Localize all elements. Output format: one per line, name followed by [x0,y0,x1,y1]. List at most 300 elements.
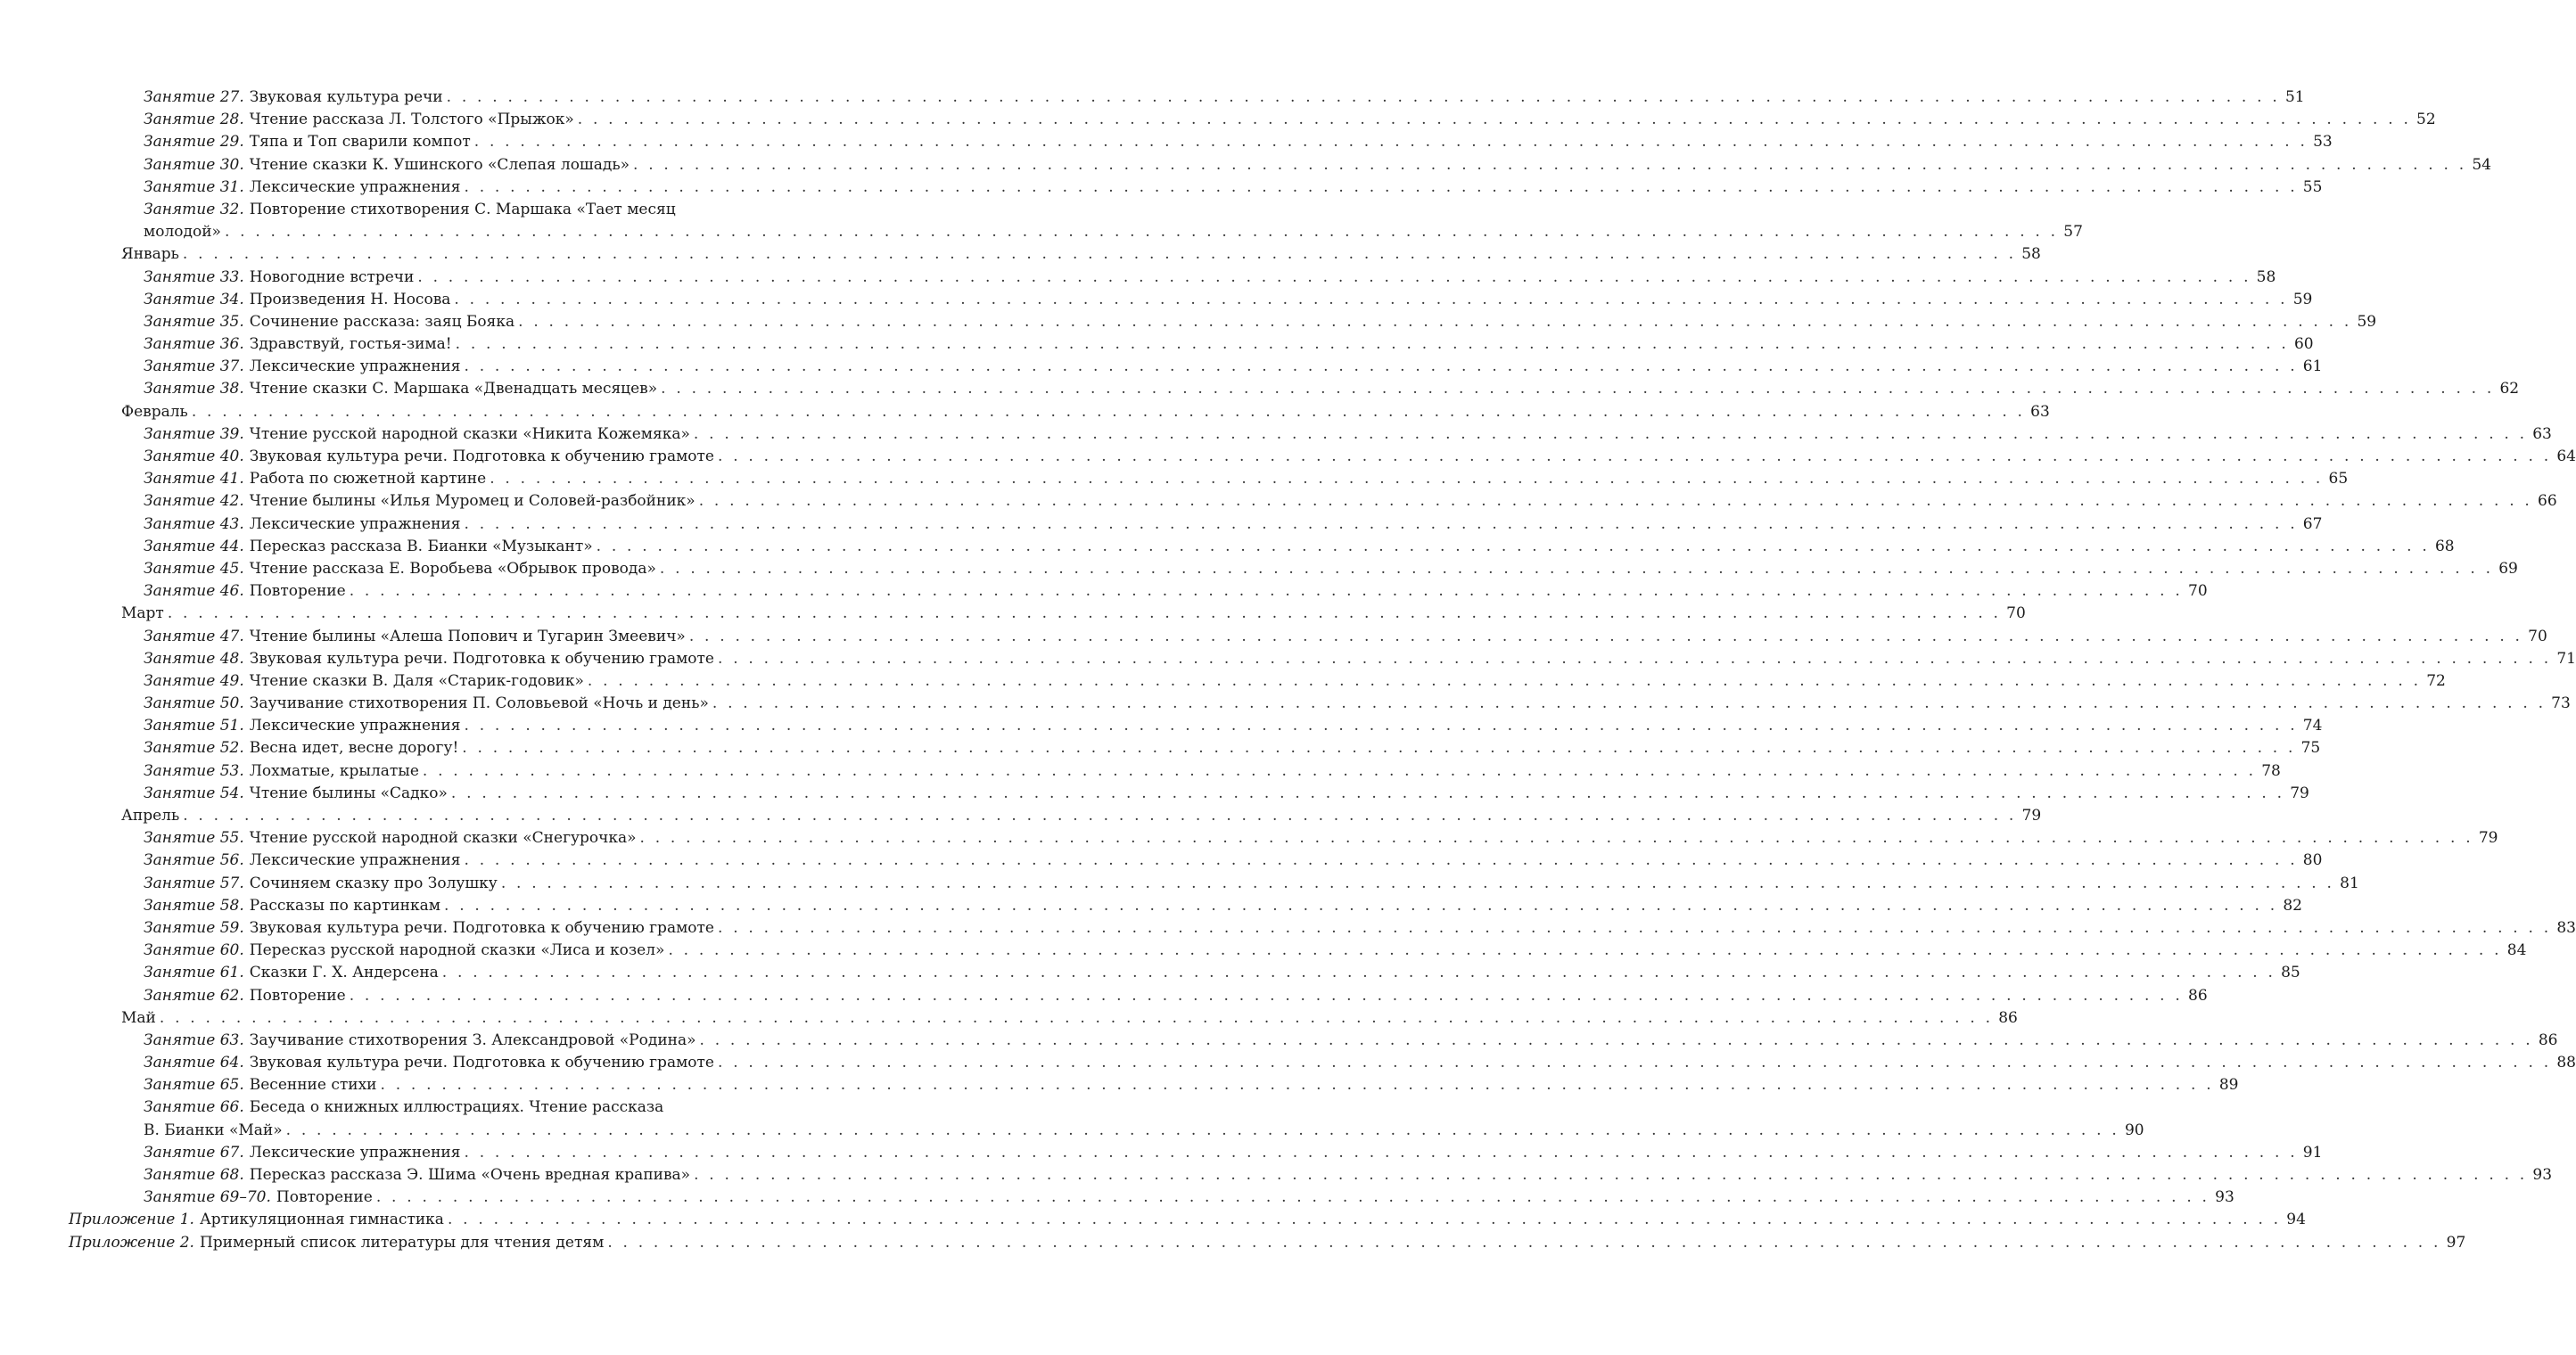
toc-leader-dots: . . . . . . . . . . . . . . . . . . . . . . . . . . . . . . . . . . . . . . . . . . . . . . . . . . . . . . . . . . . . . . . . . . . . . . . . . . . . . . . . . . . . . . . . . . . . . . . . . . . . . . . . . . . . . . . . . . . . . . . . [694,1166,2528,1184]
toc-entry-title: Примерный список литературы для чтения детям [199,1233,605,1252]
toc-leader-dots: . . . . . . . . . . . . . . . . . . . . . . . . . . . . . . . . . . . . . . . . . . . . . . . . . . . . . . . . . . . . . . . . . . . . . . . . . . . . . . . . . . . . . . . . . . . . . . . . . . . . . . . . . . . . . . . . . . . . . . . . [417,267,2251,286]
toc-section-row [0,1007,2018,1030]
toc-page-number: 83 [2556,918,2576,937]
toc-entry-title: Звуковая культура речи. Подготовка к обучению грамоте [249,448,714,465]
toc-page-number: 93 [2532,1166,2553,1184]
toc-entry-title: Чтение сказки С. Маршака «Двенадцать месяцев» [249,380,658,398]
toc-leader-dots: . . . . . . . . . . . . . . . . . . . . . . . . . . . . . . . . . . . . . . . . . . . . . . . . . . . . . . . . . . . . . . . . . . . . . . . . . . . . . . . . . . . . . . . . . . . . . . . . . . . . . . . . . . . . . . . . . . . . . . . . [464,1143,2298,1162]
toc-entry [144,1120,2144,1142]
toc-entry-title: Лексические упражнения [249,514,461,533]
toc-entry-title: Звуковая культура речи [249,88,443,106]
toc-page-number: 67 [2302,514,2323,533]
toc-entry-label: Занятие 33. [144,267,244,286]
toc-entry [144,648,2576,670]
toc-page-number: 71 [2556,649,2576,668]
toc-entry [144,850,2323,872]
toc-entry [144,1030,2558,1052]
toc-entry-label: Занятие 46. [144,582,244,601]
toc-row [0,177,2323,199]
toc-page-number: 51 [2284,88,2305,106]
toc-row [0,873,2359,895]
toc-entry [121,603,2026,625]
toc-entry-label: Занятие 37. [144,357,244,376]
toc-row [0,311,2377,333]
toc-entry-label: Занятие 58. [144,896,244,915]
toc-row [0,86,2305,109]
toc-entry-title: молодой» [144,223,221,242]
toc-entry [121,401,2050,423]
toc-leader-dots: . . . . . . . . . . . . . . . . . . . . . . . . . . . . . . . . . . . . . . . . . . . . . . . . . . . . . . . . . . . . . . . . . . . . . . . . . . . . . . . . . . . . . . . . . . . . . . . . . . . . . . . . . . . . . . . . . . . . . . . . [718,649,2552,668]
toc-leader-dots: . . . . . . . . . . . . . . . . . . . . . . . . . . . . . . . . . . . . . . . . . . . . . . . . . . . . . . . . . . . . . . . . . . . . . . . . . . . . . . . . . . . . . . . . . . . . . . . . . . . . . . . . . . . . . . . . . . . . . . . . [464,717,2298,735]
toc-leader-dots: . . . . . . . . . . . . . . . . . . . . . . . . . . . . . . . . . . . . . . . . . . . . . . . . . . . . . . . . . . . . . . . . . . . . . . . . . . . . . . . . . . . . . . . . . . . . . . . . . . . . . . . . . . . . . . . . . . . . . . . . [441,964,2276,982]
toc-entry-label: Занятие 44. [144,537,244,555]
toc-entry [144,468,2349,490]
toc-row [0,626,2547,648]
toc-page-number: 68 [2434,537,2455,555]
toc-entry-title: В. Бианки «Май» [144,1121,283,1139]
toc-page-number: 97 [2446,1233,2466,1252]
table-of-contents [0,86,2576,1254]
toc-entry-label: Занятие 45. [144,559,244,578]
toc-leader-dots: . . . . . . . . . . . . . . . . . . . . . . . . . . . . . . . . . . . . . . . . . . . . . . . . . . . . . . . . . . . . . . . . . . . . . . . . . . . . . . . . . . . . . . . . . . . . . . . . . . . . . . . . . . . . . . . . . . . . . . . . [577,111,2412,129]
toc-entry-title: Лексические упражнения [249,1143,461,1162]
toc-entry-label: Занятие 64. [144,1054,244,1072]
toc-entry-label: Занятие 61. [144,964,244,982]
toc-row [0,580,2208,603]
toc-row [0,289,2313,311]
toc-entry [121,1007,2018,1030]
toc-page-number: 52 [2416,111,2436,129]
toc-entry [144,513,2323,536]
toc-entry-label: Занятие 66. [144,1098,244,1117]
toc-entry-label: Занятие 65. [144,1076,244,1095]
toc-page-number: 79 [2478,829,2498,848]
toc-entry [69,1232,2466,1254]
toc-leader-dots: . . . . . . . . . . . . . . . . . . . . . . . . . . . . . . . . . . . . . . . . . . . . . . . . . . . . . . . . . . . . . . . . . . . . . . . . . . . . . . . . . . . . . . . . . . . . . . . . . . . . . . . . . . . . . . . . . . . . . . . . [699,1031,2533,1049]
toc-leader-dots: . . . . . . . . . . . . . . . . . . . . . . . . . . . . . . . . . . . . . . . . . . . . . . . . . . . . . . . . . . . . . . . . . . . . . . . . . . . . . . . . . . . . . . . . . . . . . . . . . . . . . . . . . . . . . . . . . . . . . . . . [380,1076,2214,1095]
toc-appendix-row [0,1209,2306,1231]
toc-leader-dots: . . . . . . . . . . . . . . . . . . . . . . . . . . . . . . . . . . . . . . . . . . . . . . . . . . . . . . . . . . . . . . . . . . . . . . . . . . . . . . . . . . . . . . . . . . . . . . . . . . . . . . . . . . . . . . . . . . . . . . . . [444,896,2278,915]
toc-leader-dots: . . . . . . . . . . . . . . . . . . . . . . . . . . . . . . . . . . . . . . . . . . . . . . . . . . . . . . . . . . . . . . . . . . . . . . . . . . . . . . . . . . . . . . . . . . . . . . . . . . . . . . . . . . . . . . . . . . . . . . . . [693,424,2528,443]
toc-leader-dots: . . . . . . . . . . . . . . . . . . . . . . . . . . . . . . . . . . . . . . . . . . . . . . . . . . . . . . . . . . . . . . . . . . . . . . . . . . . . . . . . . . . . . . . . . . . . . . . . . . . . . . . . . . . . . . . . . . . . . . . . [464,177,2298,196]
toc-entry [144,356,2323,378]
toc-entry-title: Повторение стихотворения С. Маршака «Тает месяц [249,200,676,218]
toc-leader-dots: . . . . . . . . . . . . . . . . . . . . . . . . . . . . . . . . . . . . . . . . . . . . . . . . . . . . . . . . . . . . . . . . . . . . . . . . . . . . . . . . . . . . . . . . . . . . . . . . . . . . . . . . . . . . . . . . . . . . . . . . [183,807,2017,825]
toc-entry [144,86,2305,109]
toc-page-number: 53 [2313,133,2333,152]
toc-entry-title: Чтение сказки К. Ушинского «Слепая лошадь» [249,155,630,174]
toc-page-number: 55 [2302,177,2323,196]
toc-page-number: 66 [2538,492,2557,511]
toc-entry-title: Звуковая культура речи. Подготовка к обучению грамоте [249,1054,714,1072]
toc-page-number: 86 [1998,1008,2018,1027]
toc-leader-dots: . . . . . . . . . . . . . . . . . . . . . . . . . . . . . . . . . . . . . . . . . . . . . . . . . . . . . . . . . . . . . . . . . . . . . . . . . . . . . . . . . . . . . . . . . . . . . . . . . . . . . . . . . . . . . . . . . . . . . . . . [464,851,2298,870]
toc-row [0,962,2300,984]
toc-entry-label: Занятие 59. [144,918,244,937]
toc-leader-dots: . . . . . . . . . . . . . . . . . . . . . . . . . . . . . . . . . . . . . . . . . . . . . . . . . . . . . . . . . . . . . . . . . . . . . . . . . . . . . . . . . . . . . . . . . . . . . . . . . . . . . . . . . . . . . . . . . . . . . . . . [464,357,2298,376]
toc-entry-title: Чтение русской народной сказки «Снегурочка» [249,829,637,848]
toc-row [0,737,2321,760]
toc-page-number: 59 [2357,312,2377,331]
toc-leader-dots: . . . . . . . . . . . . . . . . . . . . . . . . . . . . . . . . . . . . . . . . . . . . . . . . . . . . . . . . . . . . . . . . . . . . . . . . . . . . . . . . . . . . . . . . . . . . . . . . . . . . . . . . . . . . . . . . . . . . . . . . [422,761,2257,780]
toc-entry-label: Занятие 47. [144,627,244,645]
toc-leader-dots: . . . . . . . . . . . . . . . . . . . . . . . . . . . . . . . . . . . . . . . . . . . . . . . . . . . . . . . . . . . . . . . . . . . . . . . . . . . . . . . . . . . . . . . . . . . . . . . . . . . . . . . . . . . . . . . . . . . . . . . . [349,986,2183,1005]
toc-entry-label: Занятие 63. [144,1031,244,1049]
toc-page-number: 62 [2499,380,2520,398]
toc-row [0,648,2576,670]
toc-section-row [0,401,2050,423]
toc-entry-title: Произведения Н. Носова [249,290,451,308]
toc-entry-label: Занятие 68. [144,1166,244,1184]
toc-entry-title: Повторение [249,582,346,601]
toc-entry [144,580,2208,603]
toc-entry-label: Занятие 31. [144,177,244,196]
toc-entry-title: Звуковая культура речи. Подготовка к обучению грамоте [249,918,714,937]
toc-row [0,333,2314,356]
toc-page-number: 86 [2188,986,2208,1005]
toc-entry-label: Занятие 30. [144,155,244,174]
toc-leader-dots: . . . . . . . . . . . . . . . . . . . . . . . . . . . . . . . . . . . . . . . . . . . . . . . . . . . . . . . . . . . . . . . . . . . . . . . . . . . . . . . . . . . . . . . . . . . . . . . . . . . . . . . . . . . . . . . . . . . . . . . . [661,380,2495,398]
toc-entry [144,199,676,221]
toc-row [0,356,2323,378]
toc-entry [144,378,2520,400]
toc-entry-title: Беседа о книжных иллюстрациях. Чтение рассказа [249,1098,664,1117]
toc-entry [144,177,2323,199]
toc-page-number: 80 [2302,851,2323,870]
toc-entry [144,670,2446,693]
toc-row [0,154,2491,177]
toc-row [0,558,2518,580]
toc-entry [144,715,2323,737]
toc-page-number: 93 [2215,1188,2234,1207]
toc-entry-title: Сочинение рассказа: заяц Бояка [249,312,515,331]
toc-entry-label: Занятие 69–70. [144,1188,271,1207]
toc-entry [144,737,2321,760]
toc-entry-title: Сказки Г. Х. Андерсена [249,964,439,982]
toc-entry-title: Май [121,1008,156,1027]
toc-leader-dots: . . . . . . . . . . . . . . . . . . . . . . . . . . . . . . . . . . . . . . . . . . . . . . . . . . . . . . . . . . . . . . . . . . . . . . . . . . . . . . . . . . . . . . . . . . . . . . . . . . . . . . . . . . . . . . . . . . . . . . . . [659,559,2494,578]
toc-appendix-row [0,1232,2466,1254]
toc-entry-label: Занятие 62. [144,986,244,1005]
toc-page-number: 74 [2302,717,2323,735]
toc-leader-dots: . . . . . . . . . . . . . . . . . . . . . . . . . . . . . . . . . . . . . . . . . . . . . . . . . . . . . . . . . . . . . . . . . . . . . . . . . . . . . . . . . . . . . . . . . . . . . . . . . . . . . . . . . . . . . . . . . . . . . . . . [167,604,2002,623]
toc-entry-label: Занятие 51. [144,717,244,735]
toc-entry-title: Работа по сюжетной картине [249,470,487,489]
toc-entry [144,154,2491,177]
toc-page-number: 81 [2340,874,2359,892]
toc-entry [144,940,2527,962]
toc-entry-label: Занятие 60. [144,941,244,960]
toc-entry-title: Чтение русской народной сказки «Никита Кожемяка» [249,424,690,443]
toc-leader-dots: . . . . . . . . . . . . . . . . . . . . . . . . . . . . . . . . . . . . . . . . . . . . . . . . . . . . . . . . . . . . . . . . . . . . . . . . . . . . . . . . . . . . . . . . . . . . . . . . . . . . . . . . . . . . . . . . . . . . . . . . [596,537,2430,555]
toc-section-row [0,603,2026,625]
toc-entry [144,827,2498,850]
toc-entry [121,805,2042,827]
toc-page-number: 54 [2472,155,2491,174]
toc-entry-label: Занятие 32. [144,200,244,218]
toc-entry-label: Занятие 43. [144,514,244,533]
toc-entry [144,693,2571,715]
toc-page-number: 60 [2293,335,2314,354]
toc-entry-title: Лексические упражнения [249,177,461,196]
toc-leader-dots: . . . . . . . . . . . . . . . . . . . . . . . . . . . . . . . . . . . . . . . . . . . . . . . . . . . . . . . . . . . . . . . . . . . . . . . . . . . . . . . . . . . . . . . . . . . . . . . . . . . . . . . . . . . . . . . . . . . . . . . . [633,155,2467,174]
toc-entry [144,1187,2234,1209]
toc-entry-label: Занятие 38. [144,380,244,398]
toc-entry-title: Март [121,604,164,623]
toc-entry [144,536,2455,558]
toc-row [0,513,2323,536]
toc-page-number: 89 [2218,1076,2239,1095]
toc-entry [144,289,2313,311]
toc-entry [144,333,2314,356]
toc-entry-label: Занятие 55. [144,829,244,848]
toc-entry-label: Занятие 67. [144,1143,244,1162]
toc-page-number: 70 [2188,582,2208,601]
toc-entry [144,423,2552,446]
toc-leader-dots: . . . . . . . . . . . . . . . . . . . . . . . . . . . . . . . . . . . . . . . . . . . . . . . . . . . . . . . . . . . . . . . . . . . . . . . . . . . . . . . . . . . . . . . . . . . . . . . . . . . . . . . . . . . . . . . . . . . . . . . . [639,829,2473,848]
toc-page-number: 70 [2528,627,2547,645]
toc-leader-dots: . . . . . . . . . . . . . . . . . . . . . . . . . . . . . . . . . . . . . . . . . . . . . . . . . . . . . . . . . . . . . . . . . . . . . . . . . . . . . . . . . . . . . . . . . . . . . . . . . . . . . . . . . . . . . . . . . . . . . . . . [349,582,2183,601]
toc-page-number: 65 [2328,470,2349,489]
toc-entry [144,626,2547,648]
toc-entry-title: Повторение [249,986,346,1005]
toc-row [0,783,2309,805]
toc-page-number: 84 [2506,941,2527,960]
toc-entry [144,985,2208,1007]
toc-entry-title: Чтение рассказа Л. Толстого «Прыжок» [249,111,574,129]
toc-entry [121,243,2041,266]
toc-leader-dots: . . . . . . . . . . . . . . . . . . . . . . . . . . . . . . . . . . . . . . . . . . . . . . . . . . . . . . . . . . . . . . . . . . . . . . . . . . . . . . . . . . . . . . . . . . . . . . . . . . . . . . . . . . . . . . . . . . . . . . . . [607,1233,2441,1252]
toc-page-number: 72 [2426,671,2446,690]
toc-entry-title: Здравствуй, гостья-зима! [249,335,452,354]
toc-row [0,940,2527,962]
toc-leader-dots: . . . . . . . . . . . . . . . . . . . . . . . . . . . . . . . . . . . . . . . . . . . . . . . . . . . . . . . . . . . . . . . . . . . . . . . . . . . . . . . . . . . . . . . . . . . . . . . . . . . . . . . . . . . . . . . . . . . . . . . . [191,402,2026,421]
toc-page-number: 70 [2006,604,2026,623]
toc-row [0,468,2349,490]
toc-entry-title: Февраль [121,402,188,421]
toc-entry-title: Новогодние встречи [249,267,415,286]
toc-entry-title: Апрель [121,807,180,825]
toc-entry [144,558,2518,580]
toc-page-number: 59 [2292,290,2313,308]
toc-entry-title: Артикуляционная гимнастика [199,1211,444,1229]
toc-entry-label: Занятие 42. [144,492,244,511]
toc-row [0,1142,2323,1164]
toc-leader-dots: . . . . . . . . . . . . . . . . . . . . . . . . . . . . . . . . . . . . . . . . . . . . . . . . . . . . . . . . . . . . . . . . . . . . . . . . . . . . . . . . . . . . . . . . . . . . . . . . . . . . . . . . . . . . . . . . . . . . . . . . [464,514,2298,533]
toc-entry-label: Занятие 48. [144,649,244,668]
toc-entry-label: Занятие 34. [144,290,244,308]
toc-leader-dots: . . . . . . . . . . . . . . . . . . . . . . . . . . . . . . . . . . . . . . . . . . . . . . . . . . . . . . . . . . . . . . . . . . . . . . . . . . . . . . . . . . . . . . . . . . . . . . . . . . . . . . . . . . . . . . . . . . . . . . . . [462,739,2296,758]
toc-entry [144,895,2302,917]
toc-page-number: 78 [2261,761,2281,780]
toc-leader-dots: . . . . . . . . . . . . . . . . . . . . . . . . . . . . . . . . . . . . . . . . . . . . . . . . . . . . . . . . . . . . . . . . . . . . . . . . . . . . . . . . . . . . . . . . . . . . . . . . . . . . . . . . . . . . . . . . . . . . . . . . [518,312,2352,331]
toc-entry-title: Чтение рассказа Е. Воробьева «Обрывок провода» [249,559,656,578]
toc-leader-dots: . . . . . . . . . . . . . . . . . . . . . . . . . . . . . . . . . . . . . . . . . . . . . . . . . . . . . . . . . . . . . . . . . . . . . . . . . . . . . . . . . . . . . . . . . . . . . . . . . . . . . . . . . . . . . . . . . . . . . . . . [490,470,2324,489]
toc-page-number: 79 [2021,807,2042,825]
toc-leader-dots: . . . . . . . . . . . . . . . . . . . . . . . . . . . . . . . . . . . . . . . . . . . . . . . . . . . . . . . . . . . . . . . . . . . . . . . . . . . . . . . . . . . . . . . . . . . . . . . . . . . . . . . . . . . . . . . . . . . . . . . . [712,694,2547,713]
toc-entry-label: Занятие 56. [144,851,244,870]
toc-entry-title: Лексические упражнения [249,357,461,376]
toc-leader-dots: . . . . . . . . . . . . . . . . . . . . . . . . . . . . . . . . . . . . . . . . . . . . . . . . . . . . . . . . . . . . . . . . . . . . . . . . . . . . . . . . . . . . . . . . . . . . . . . . . . . . . . . . . . . . . . . . . . . . . . . . [668,941,2502,960]
toc-entry-label: Занятие 41. [144,470,244,489]
toc-row [0,378,2520,400]
toc-leader-dots: . . . . . . . . . . . . . . . . . . . . . . . . . . . . . . . . . . . . . . . . . . . . . . . . . . . . . . . . . . . . . . . . . . . . . . . . . . . . . . . . . . . . . . . . . . . . . . . . . . . . . . . . . . . . . . . . . . . . . . . . [447,1211,2282,1229]
toc-row [0,1187,2234,1209]
toc-entry-title: Пересказ русской народной сказки «Лиса и козел» [249,941,665,960]
toc-entry-label: Занятие 40. [144,448,244,465]
toc-page-number: 58 [2256,267,2276,286]
toc-page-number: 86 [2538,1031,2558,1049]
toc-entry-label: Занятие 27. [144,88,244,106]
toc-entry [144,490,2557,513]
toc-row [0,895,2302,917]
toc-page-number: 58 [2021,245,2041,264]
toc-entry-title: Весна идет, весне дорогу! [249,739,459,758]
toc-entry-label: Занятие 49. [144,671,244,690]
toc-row [0,827,2498,850]
toc-leader-dots: . . . . . . . . . . . . . . . . . . . . . . . . . . . . . . . . . . . . . . . . . . . . . . . . . . . . . . . . . . . . . . . . . . . . . . . . . . . . . . . . . . . . . . . . . . . . . . . . . . . . . . . . . . . . . . . . . . . . . . . . [224,223,2059,242]
toc-row [0,1120,2144,1142]
toc-row [0,267,2276,289]
toc-row [0,1052,2576,1074]
toc-row [0,693,2571,715]
toc-row [0,1074,2239,1096]
toc-entry-label: Занятие 52. [144,739,244,758]
toc-entry-title: Весенние стихи [249,1076,377,1095]
toc-row [0,1096,892,1119]
toc-leader-dots: . . . . . . . . . . . . . . . . . . . . . . . . . . . . . . . . . . . . . . . . . . . . . . . . . . . . . . . . . . . . . . . . . . . . . . . . . . . . . . . . . . . . . . . . . . . . . . . . . . . . . . . . . . . . . . . . . . . . . . . . [698,492,2533,511]
toc-row [0,221,2083,243]
toc-leader-dots: . . . . . . . . . . . . . . . . . . . . . . . . . . . . . . . . . . . . . . . . . . . . . . . . . . . . . . . . . . . . . . . . . . . . . . . . . . . . . . . . . . . . . . . . . . . . . . . . . . . . . . . . . . . . . . . . . . . . . . . . [473,133,2309,152]
toc-entry-label: Занятие 36. [144,335,244,354]
toc-entry-title: Чтение былины «Садко» [249,784,448,802]
toc-entry [144,1074,2239,1096]
toc-page-number: 94 [2286,1211,2306,1229]
toc-entry-label: Занятие 50. [144,694,244,713]
toc-entry [144,446,2576,468]
toc-entry-title: Заучивание стихотворения З. Александровой «Родина» [249,1031,696,1049]
toc-entry-title: Пересказ рассказа В. Бианки «Музыкант» [249,537,593,555]
toc-row [0,850,2323,872]
toc-page-number: 90 [2124,1121,2144,1139]
toc-row [0,670,2446,693]
toc-page-number: 91 [2302,1143,2323,1162]
toc-entry-title: Чтение сказки В. Даля «Старик-годовик» [249,671,584,690]
toc-entry-label: Занятие 29. [144,133,244,152]
toc-page-number: 73 [2551,694,2571,713]
toc-entry [144,962,2300,984]
toc-entry [69,1209,2306,1231]
toc-entry-label: Занятие 57. [144,874,244,892]
toc-entry [144,311,2377,333]
toc-entry [144,131,2333,153]
toc-page-number: 57 [2063,223,2083,242]
toc-row [0,199,892,221]
toc-entry-label: Занятие 39. [144,424,244,443]
toc-leader-dots: . . . . . . . . . . . . . . . . . . . . . . . . . . . . . . . . . . . . . . . . . . . . . . . . . . . . . . . . . . . . . . . . . . . . . . . . . . . . . . . . . . . . . . . . . . . . . . . . . . . . . . . . . . . . . . . . . . . . . . . . [450,784,2285,802]
toc-entry [144,1096,663,1119]
toc-section-row [0,243,2041,266]
toc-entry-title: Звуковая культура речи. Подготовка к обучению грамоте [249,649,714,668]
toc-leader-dots: . . . . . . . . . . . . . . . . . . . . . . . . . . . . . . . . . . . . . . . . . . . . . . . . . . . . . . . . . . . . . . . . . . . . . . . . . . . . . . . . . . . . . . . . . . . . . . . . . . . . . . . . . . . . . . . . . . . . . . . . [159,1008,1994,1027]
toc-row [0,1030,2558,1052]
toc-entry [144,1164,2553,1187]
toc-leader-dots: . . . . . . . . . . . . . . . . . . . . . . . . . . . . . . . . . . . . . . . . . . . . . . . . . . . . . . . . . . . . . . . . . . . . . . . . . . . . . . . . . . . . . . . . . . . . . . . . . . . . . . . . . . . . . . . . . . . . . . . . [688,627,2523,645]
toc-entry-title: Чтение былины «Илья Муромец и Соловей-разбойник» [249,492,695,511]
toc-row [0,917,2576,940]
toc-leader-dots: . . . . . . . . . . . . . . . . . . . . . . . . . . . . . . . . . . . . . . . . . . . . . . . . . . . . . . . . . . . . . . . . . . . . . . . . . . . . . . . . . . . . . . . . . . . . . . . . . . . . . . . . . . . . . . . . . . . . . . . . [718,1054,2552,1072]
toc-page-number: 63 [2532,424,2552,443]
toc-page-number: 64 [2556,448,2576,465]
toc-page-number: 63 [2030,402,2050,421]
toc-entry-title: Сочиняем сказку про Золушку [249,874,498,892]
toc-page-number: 82 [2283,896,2302,915]
toc-page-number: 69 [2498,559,2518,578]
toc-entry-title: Повторение [276,1188,373,1207]
toc-leader-dots: . . . . . . . . . . . . . . . . . . . . . . . . . . . . . . . . . . . . . . . . . . . . . . . . . . . . . . . . . . . . . . . . . . . . . . . . . . . . . . . . . . . . . . . . . . . . . . . . . . . . . . . . . . . . . . . . . . . . . . . . [446,88,2280,106]
toc-entry-label: Занятие 28. [144,111,244,129]
toc-entry [144,783,2309,805]
toc-entry [144,1142,2323,1164]
toc-leader-dots: . . . . . . . . . . . . . . . . . . . . . . . . . . . . . . . . . . . . . . . . . . . . . . . . . . . . . . . . . . . . . . . . . . . . . . . . . . . . . . . . . . . . . . . . . . . . . . . . . . . . . . . . . . . . . . . . . . . . . . . . [454,290,2288,308]
toc-leader-dots: . . . . . . . . . . . . . . . . . . . . . . . . . . . . . . . . . . . . . . . . . . . . . . . . . . . . . . . . . . . . . . . . . . . . . . . . . . . . . . . . . . . . . . . . . . . . . . . . . . . . . . . . . . . . . . . . . . . . . . . . [587,671,2422,690]
toc-entry-label: Занятие 53. [144,761,244,780]
toc-row [0,985,2208,1007]
toc-entry-title: Январь [121,245,179,264]
toc-entry [144,221,2083,243]
toc-leader-dots: . . . . . . . . . . . . . . . . . . . . . . . . . . . . . . . . . . . . . . . . . . . . . . . . . . . . . . . . . . . . . . . . . . . . . . . . . . . . . . . . . . . . . . . . . . . . . . . . . . . . . . . . . . . . . . . . . . . . . . . . [718,918,2552,937]
toc-entry [144,917,2576,940]
toc-page-number: 61 [2302,357,2323,376]
toc-entry-title: Тяпа и Топ сварили компот [249,133,471,152]
toc-page-number: 75 [2300,739,2321,758]
toc-entry-title: Рассказы по картинкам [249,896,440,915]
toc-page-number: 88 [2556,1054,2576,1072]
toc-row [0,131,2333,153]
toc-entry [144,760,2281,783]
toc-leader-dots: . . . . . . . . . . . . . . . . . . . . . . . . . . . . . . . . . . . . . . . . . . . . . . . . . . . . . . . . . . . . . . . . . . . . . . . . . . . . . . . . . . . . . . . . . . . . . . . . . . . . . . . . . . . . . . . . . . . . . . . . [718,448,2552,465]
toc-entry [144,267,2276,289]
toc-entry-label: Приложение 1. [69,1211,194,1229]
toc-row [0,1164,2553,1187]
toc-entry-label: Приложение 2. [69,1233,194,1252]
toc-page-number: 79 [2290,784,2309,802]
toc-section-row [0,805,2042,827]
toc-leader-dots: . . . . . . . . . . . . . . . . . . . . . . . . . . . . . . . . . . . . . . . . . . . . . . . . . . . . . . . . . . . . . . . . . . . . . . . . . . . . . . . . . . . . . . . . . . . . . . . . . . . . . . . . . . . . . . . . . . . . . . . . [455,335,2289,354]
toc-row [0,715,2323,737]
toc-entry-title: Пересказ рассказа Э. Шима «Очень вредная крапива» [249,1166,691,1184]
toc-leader-dots: . . . . . . . . . . . . . . . . . . . . . . . . . . . . . . . . . . . . . . . . . . . . . . . . . . . . . . . . . . . . . . . . . . . . . . . . . . . . . . . . . . . . . . . . . . . . . . . . . . . . . . . . . . . . . . . . . . . . . . . . [500,874,2335,892]
toc-row [0,423,2552,446]
toc-leader-dots: . . . . . . . . . . . . . . . . . . . . . . . . . . . . . . . . . . . . . . . . . . . . . . . . . . . . . . . . . . . . . . . . . . . . . . . . . . . . . . . . . . . . . . . . . . . . . . . . . . . . . . . . . . . . . . . . . . . . . . . . [375,1188,2210,1207]
toc-entry-title: Лохматые, крылатые [249,761,419,780]
toc-entry [144,873,2359,895]
toc-entry-title: Заучивание стихотворения П. Соловьевой «Ночь и день» [249,694,709,713]
toc-entry-title: Лексические упражнения [249,851,461,870]
toc-entry-title: Лексические упражнения [249,717,461,735]
toc-entry-label: Занятие 35. [144,312,244,331]
toc-row [0,446,2576,468]
toc-entry [144,1052,2576,1074]
toc-row [0,760,2281,783]
toc-entry [144,109,2436,131]
toc-row [0,109,2436,131]
toc-entry-label: Занятие 54. [144,784,244,802]
toc-row [0,536,2455,558]
toc-leader-dots: . . . . . . . . . . . . . . . . . . . . . . . . . . . . . . . . . . . . . . . . . . . . . . . . . . . . . . . . . . . . . . . . . . . . . . . . . . . . . . . . . . . . . . . . . . . . . . . . . . . . . . . . . . . . . . . . . . . . . . . . [182,245,2017,264]
toc-entry-title: Чтение былины «Алеша Попович и Тугарин Змеевич» [249,627,686,645]
toc-leader-dots: . . . . . . . . . . . . . . . . . . . . . . . . . . . . . . . . . . . . . . . . . . . . . . . . . . . . . . . . . . . . . . . . . . . . . . . . . . . . . . . . . . . . . . . . . . . . . . . . . . . . . . . . . . . . . . . . . . . . . . . . [285,1121,2119,1139]
